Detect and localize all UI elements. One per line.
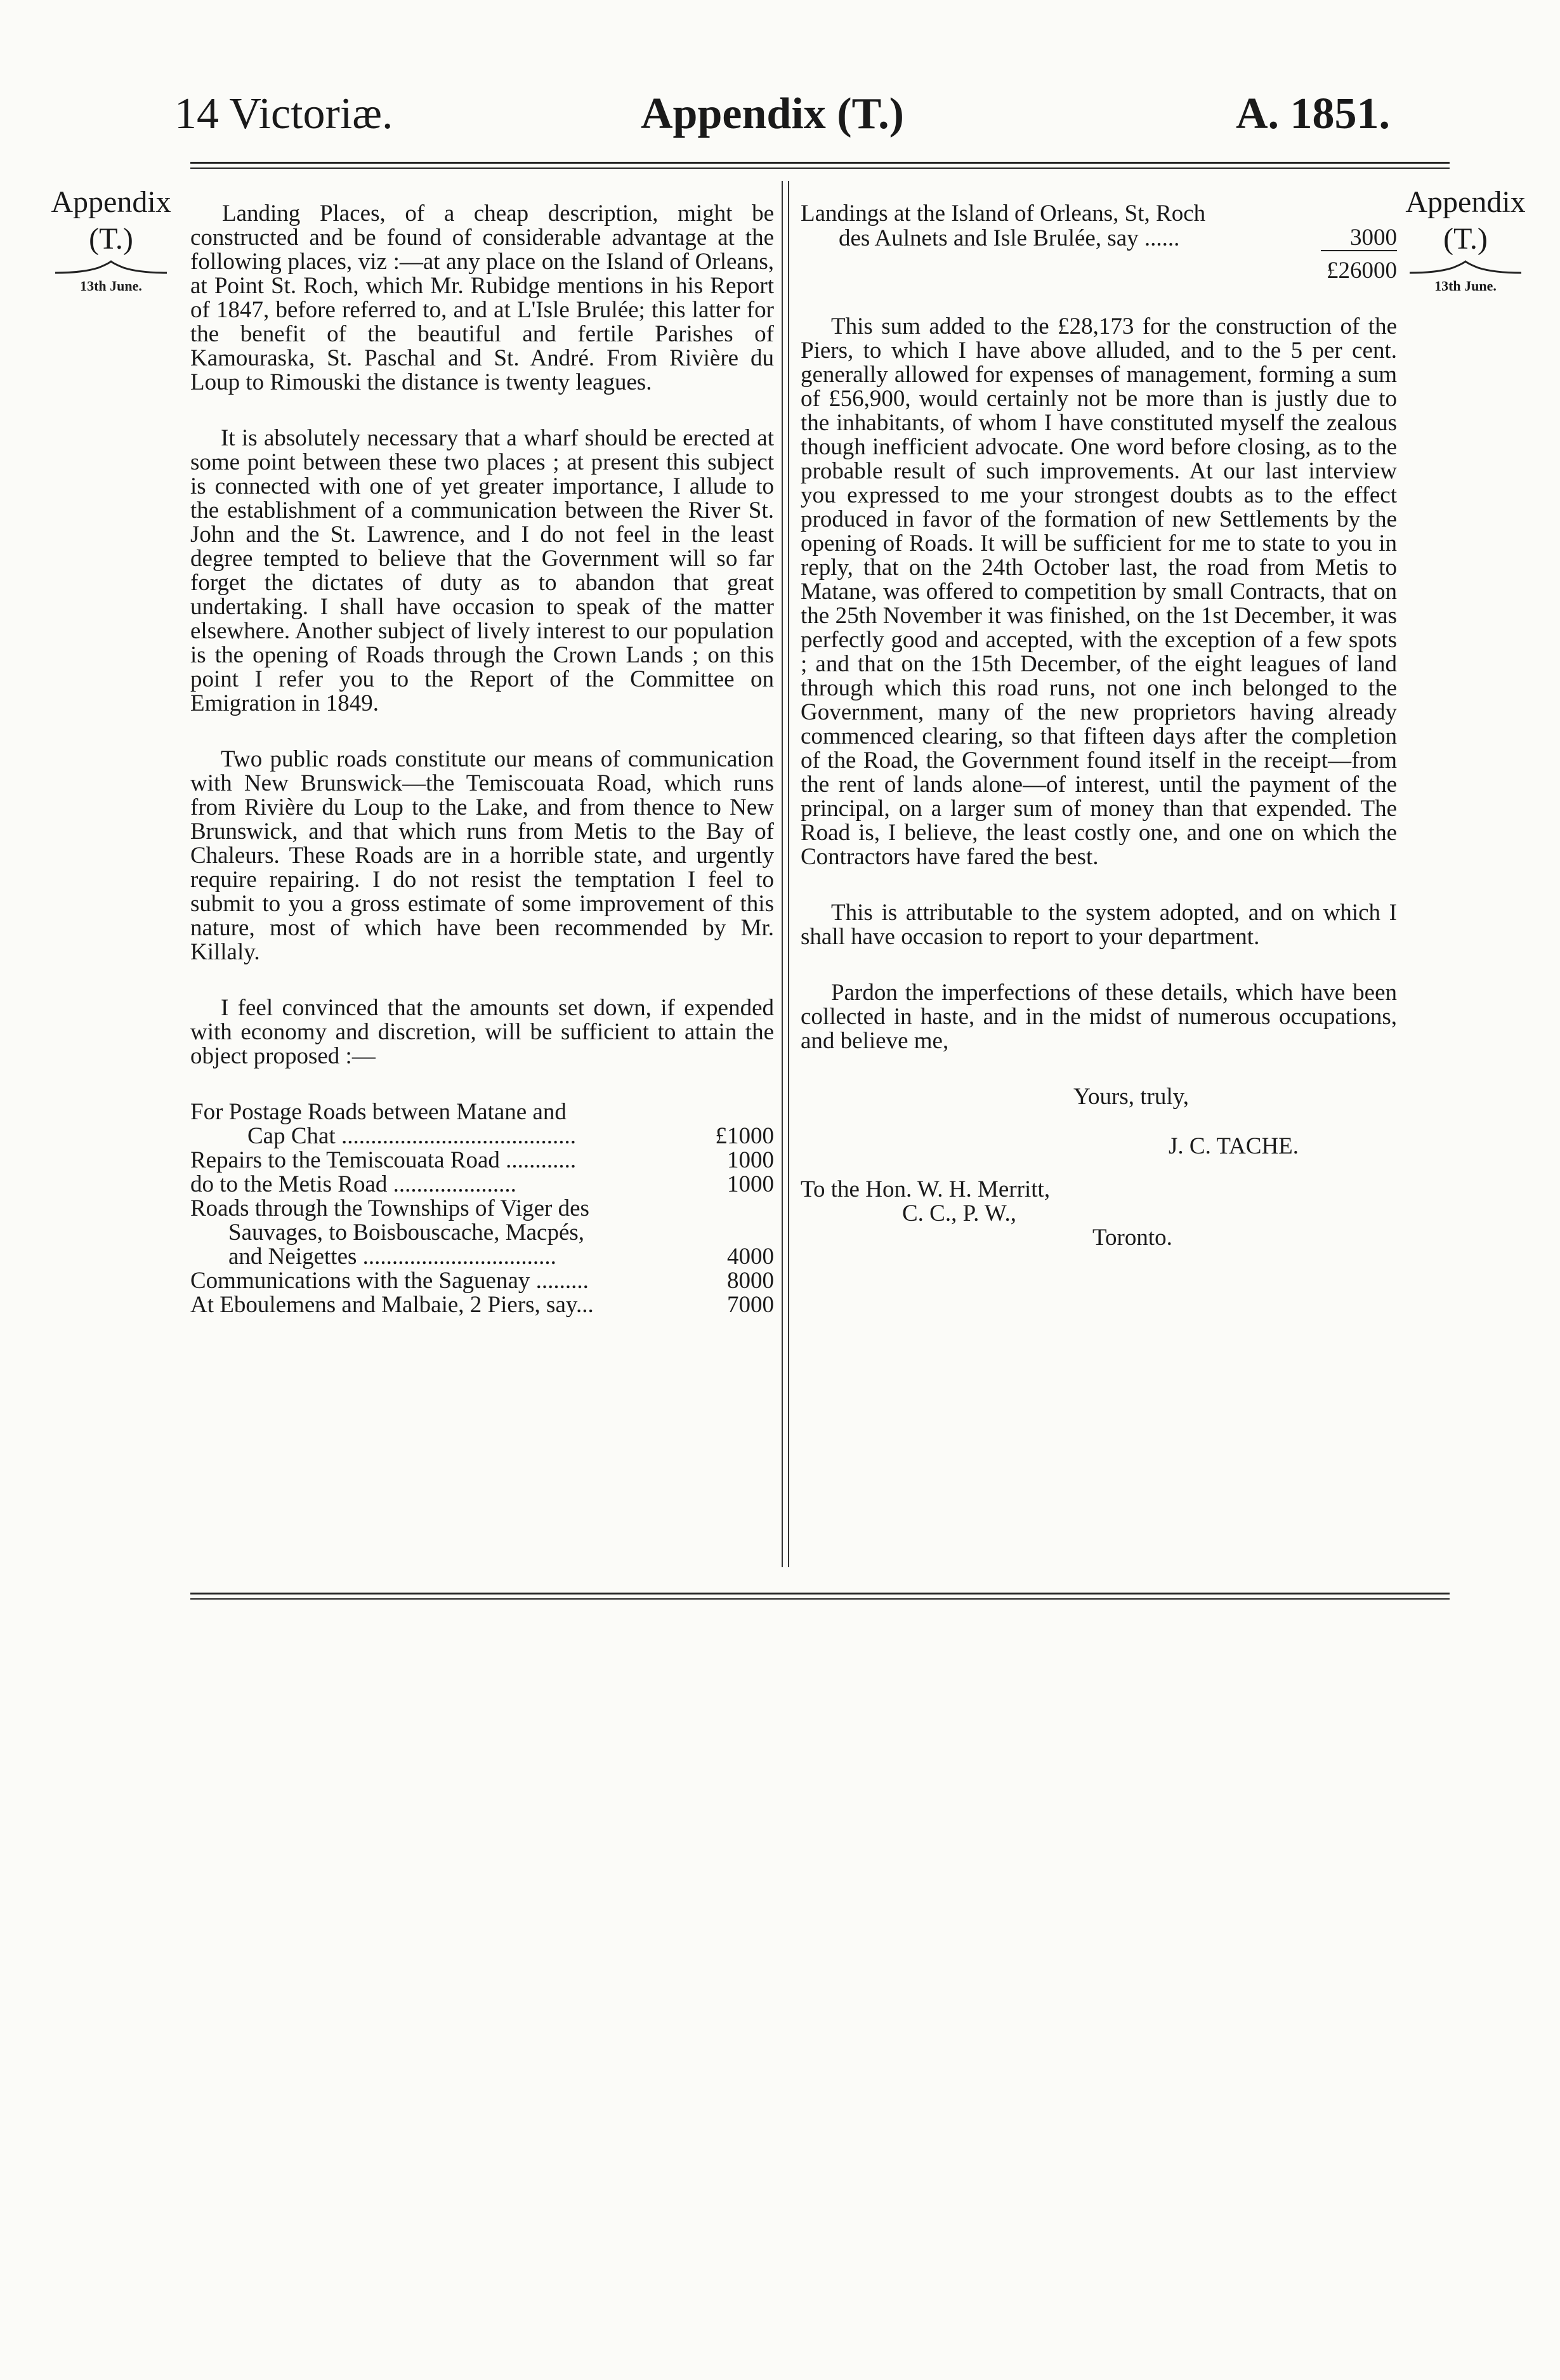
paragraph: It is absolutely necessary that a wharf should be erected at some point between these two places ; at present this subject is connected with one of yet greater importance, I allude to the establishment of a communication between the River St. John and the St. Lawrence, and I do not feel in the least degree tempted to believe that the Government will so far forget the dictates of duty as to abandon that great undertaking. I shall have occasion to speak of the matter elsewhere. Another subject of lively interest to our population is the opening of Roads through the Crown Lands ; on this point I refer you to the Report of the Committee on Emigration in 1849. [190, 425, 774, 716]
margin-label: Appendix [51, 185, 171, 219]
estimate-item: Cap Chat ........................................ [247, 1123, 576, 1149]
table-row [190, 1197, 774, 1221]
column-divider [788, 181, 789, 1567]
margin-sub: (T.) [89, 222, 133, 256]
estimate-amount: 4000 [727, 1244, 774, 1270]
paragraph: I feel convinced that the amounts set down, if expended with economy and discretion, will be sufficient to attain the object proposed :— [190, 995, 774, 1069]
estimate-item: do to the Metis Road ..................... [190, 1171, 516, 1197]
paragraph: This sum added to the £28,173 for the construction of the Piers, to which I have above alluded, and to the 5 per cent. generally allowed for expenses of management, forming a sum of £56,900, would certainly not be more than is justly due to the inhabitants, of whom I have constituted myself the zealous though inefficient advocate. One word before closing, as to the probable result of such improvements. At our last interview you expressed to me your strongest doubts as to the effect produced in favor of the formation of new Settlements by the opening of Roads. It will be sufficient for me to state to you in reply, that on the 24th October last, the road from Metis to Matane, was offered to competition by small Contracts, that on the 25th November it was finished, on the 1st December, it was perfectly good and accepted, with the exception of a few spots ; and that on the 15th December, of the eight leagues of land through which this road runs, not one inch belonged to the Government, many of the new proprietors having already commenced clearing, so that fifteen days after the completion of the Road, the Government found itself in the receipt—from the rent of lands alone—of interest, until the payment of the principal, on a larger sum of money than that expended. The Road is, I believe, the least costly one, and one on which the Contractors have fared the best. [801, 313, 1397, 870]
footer-rule-thin [190, 1598, 1450, 1600]
estimate-amount: 8000 [727, 1268, 774, 1294]
margin-note-left [38, 184, 184, 296]
signature: J. C. TACHE. [1169, 1133, 1299, 1159]
header-year: A. 1851. [1235, 89, 1390, 138]
paragraph: Pardon the imperfections of these details, which have been collected in haste, and in the midst of numerous occupations, and believe me, [801, 980, 1397, 1054]
margin-label: Appendix [1405, 185, 1526, 219]
margin-sub: (T.) [1443, 222, 1488, 256]
table-row [190, 1293, 774, 1317]
estimate-item: des Aulnets and Isle Brulée, say ...... [839, 225, 1180, 251]
estimate-item: Landings at the Island of Orleans, St, Roch [801, 201, 1206, 227]
table-row [190, 1148, 774, 1173]
running-header [0, 89, 1560, 140]
estimate-amount: 1000 [727, 1147, 774, 1173]
table-row [190, 1124, 774, 1148]
estimate-item: At Eboulemens and Malbaie, 2 Piers, say... [190, 1292, 594, 1318]
table-row [801, 251, 1397, 283]
signature-block [801, 1085, 1397, 1250]
table-row [801, 226, 1397, 251]
estimate-item: Sauvages, to Boisbouscache, Macpés, [228, 1220, 585, 1246]
table-row [190, 1173, 774, 1197]
addressee-title: C. C., P. W., [902, 1200, 1016, 1226]
margin-date: 13th June. [80, 278, 142, 294]
estimate-amount: 7000 [727, 1292, 774, 1318]
estimate-amount: 1000 [727, 1171, 774, 1197]
header-session: 14 Victoriæ. [174, 89, 393, 138]
brace-ornament-icon [54, 260, 168, 275]
header-rule [190, 162, 1450, 164]
header-appendix: Appendix (T.) [641, 89, 904, 138]
addressee: To the Hon. W. H. Merritt, [801, 1176, 1051, 1202]
estimate-total: £26000 [1321, 251, 1397, 283]
estimate-amount: 3000 [1350, 225, 1397, 251]
margin-date: 13th June. [1434, 278, 1497, 294]
closing: Yours, truly, [1073, 1084, 1189, 1110]
header-rule-thin [190, 168, 1450, 169]
paragraph: This is attributable to the system adopted, and on which I shall have occasion to report to your department. [801, 900, 1397, 950]
estimate-item: Communications with the Saguenay ......... [190, 1268, 589, 1294]
estimate-item: Roads through the Townships of Viger des [190, 1195, 589, 1221]
addressee-place: Toronto. [1092, 1225, 1172, 1251]
estimate-continuation [801, 202, 1397, 283]
table-row [190, 1221, 774, 1245]
brace-ornament-icon [1408, 260, 1523, 275]
table-row [190, 1100, 774, 1124]
left-column [190, 202, 774, 1317]
right-column [801, 202, 1397, 1250]
estimate-item: Repairs to the Temiscouata Road ............ [190, 1147, 577, 1173]
estimate-table [190, 1100, 774, 1317]
paragraph: Two public roads constitute our means of communication with New Brunswick—the Temiscouata Road, which runs from Rivière du Loup to the Lake, and from thence to New Brunswick, and that which runs from Metis to the Bay of Chaleurs. These Roads are in a horrible state, and urgently require repairing. I do not resist the temptation I feel to submit to you a gross estimate of some improvement of this nature, most of which have been recommended by Mr. Killaly. [190, 746, 774, 965]
estimate-item: For Postage Roads between Matane and [190, 1099, 567, 1125]
estimate-amount: £1000 [715, 1123, 774, 1149]
table-row [801, 202, 1397, 226]
footer-rule [190, 1593, 1450, 1594]
column-divider [782, 181, 783, 1567]
margin-note-right [1393, 184, 1538, 296]
estimate-item: and Neigettes ................................. [228, 1244, 556, 1270]
table-row [190, 1269, 774, 1293]
table-row [190, 1245, 774, 1269]
paragraph: Landing Places, of a cheap description, might be constructed and be found of considerable advantage at the following places, viz :—at any place on the Island of Orleans, at Point St. Roch, which Mr. Rubidge mentions in his Report of 1847, before referred to, and at L'Isle Brulée; this latter for the benefit of the beautiful and fertile Parishes of Kamouraska, St. Paschal and St. André. From Rivière du Loup to Rimouski the distance is twenty leagues. [190, 201, 774, 395]
